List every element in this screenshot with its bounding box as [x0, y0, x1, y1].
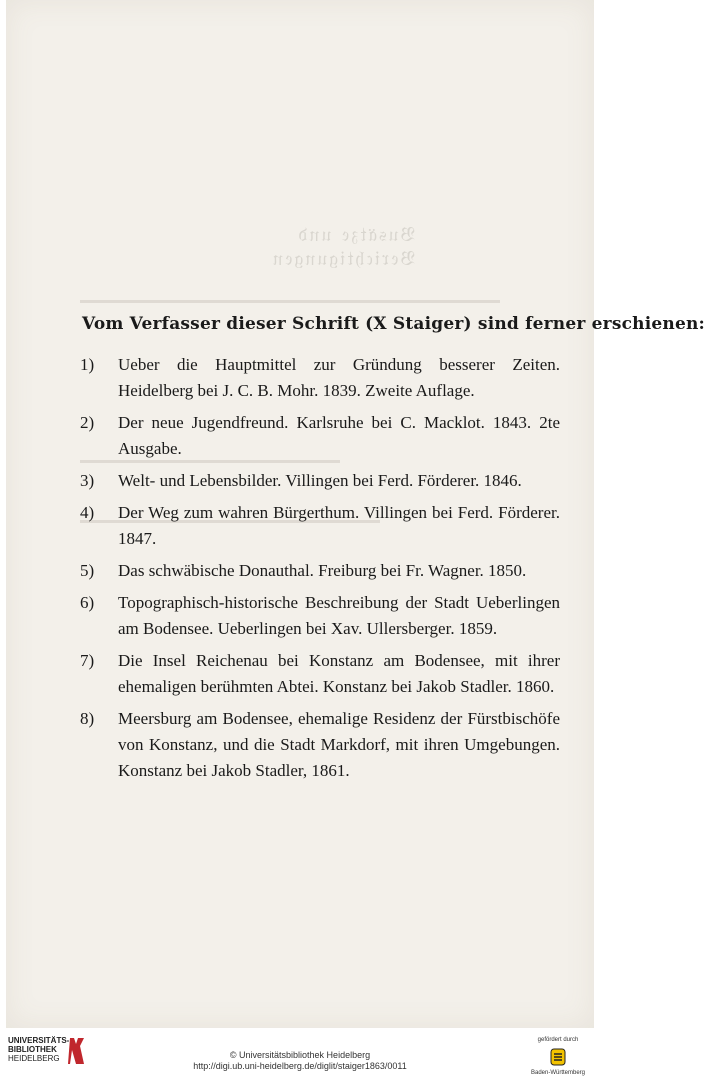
library-name-line: HEIDELBERG	[8, 1054, 60, 1063]
source-url-link[interactable]: http://digi.ub.uni-heidelberg.de/diglit/staiger1863/0011	[193, 1061, 407, 1071]
item-number: 3)	[80, 471, 95, 490]
item-number: 5)	[80, 561, 95, 580]
item-text: Der neue Jugendfreund. Karlsruhe bei C. Macklot. 1843. 2te Ausgabe.	[118, 413, 560, 458]
item-text: Die Insel Reichenau bei Konstanz am Bodensee, mit ihrer ehemaligen berühmten Abtei. Konstanz bei Jakob Stadler. 1860.	[118, 651, 560, 696]
item-text: Meersburg am Bodensee, ehemalige Residenz der Fürstbischöfe von Konstanz, und die Stadt Markdorf, mit ihren Umgebungen. Konstanz bei Jakob Stadler, 1861.	[118, 709, 560, 780]
item-text: Welt- und Lebensbilder. Villingen bei Ferd. Förderer. 1846.	[118, 471, 522, 490]
footer-credits	[150, 1050, 450, 1072]
list-item	[80, 352, 560, 404]
list-item	[80, 648, 560, 700]
list-item	[80, 590, 560, 642]
university-seal-icon	[66, 1036, 88, 1066]
funder-block	[520, 1036, 596, 1077]
item-number: 7)	[80, 651, 95, 670]
item-number: 2)	[80, 413, 95, 432]
funded-by-label: gefördert durch	[537, 1037, 579, 1043]
publication-list	[80, 352, 560, 790]
library-name-line: BIBLIOTHEK	[8, 1045, 57, 1054]
list-item	[80, 468, 560, 494]
item-text: Der Weg zum wahren Bürgerthum. Villingen bei Ferd. Förderer. 1847.	[118, 503, 560, 548]
item-text: Das schwäbische Donauthal. Freiburg bei Fr. Wagner. 1850.	[118, 561, 527, 580]
item-number: 6)	[80, 593, 95, 612]
funder-name: Baden-Württemberg	[530, 1070, 586, 1076]
library-name-line: UNIVERSITÄTS-	[8, 1036, 70, 1045]
show-through-text: 𝔅𝔲𝔰𝔞̈𝔱𝔷𝔢 𝔲𝔫𝔡 𝔅𝔢𝔯𝔦𝔠𝔥𝔱𝔦𝔤𝔲𝔫𝔤𝔢𝔫	[270, 222, 415, 270]
item-number: 1)	[80, 355, 95, 374]
item-text: Topographisch-historische Beschreibung der Stadt Ueberlingen am Bodensee. Ueberlingen bei Xav. Ullersberger. 1859.	[118, 593, 560, 638]
list-item	[80, 558, 560, 584]
list-item	[80, 410, 560, 462]
item-number: 4)	[80, 503, 95, 522]
list-item	[80, 500, 560, 552]
list-item	[80, 706, 560, 784]
copyright-text: © Universitätsbibliothek Heidelberg	[229, 1050, 371, 1060]
item-number: 8)	[80, 709, 95, 728]
show-through-line	[80, 300, 500, 303]
page-heading: Vom Verfasser dieser Schrift (X Staiger) sind ferner erschienen:	[82, 314, 705, 334]
coat-of-arms-icon	[548, 1047, 568, 1067]
library-logo[interactable]	[8, 1036, 68, 1063]
item-text: Ueber die Hauptmittel zur Gründung besserer Zeiten. Heidelberg bei J. C. B. Mohr. 1839. Zweite Auflage.	[118, 355, 560, 400]
